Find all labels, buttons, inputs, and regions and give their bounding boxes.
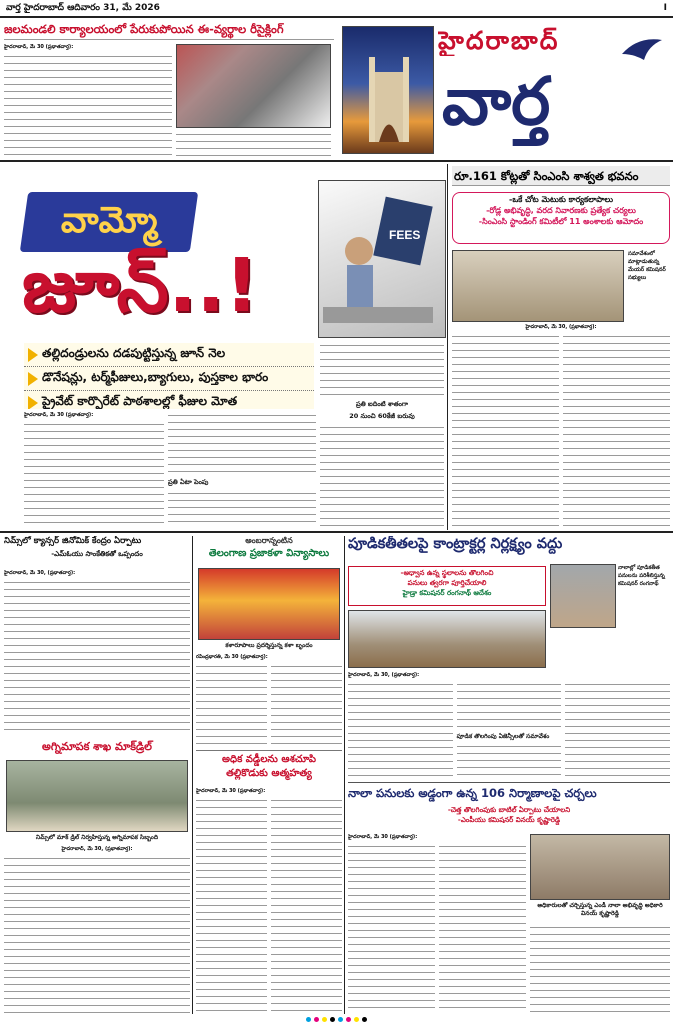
charminar-icon	[343, 27, 434, 154]
lead-col-1	[24, 412, 164, 528]
telangana-headline: తెలంగాణ ప్రజాకళా విన్యాసాలు	[208, 548, 330, 559]
drain-header	[348, 782, 670, 804]
drain-sub1: -చెత్త తొలగింపుకు బాటిల్ ఏర్పాటు చేయాలని	[447, 806, 571, 814]
silt-dateline: హైదరాబాద్, మే 30, (ప్రభాతవార్త):	[348, 672, 420, 678]
interest-header	[196, 750, 342, 784]
silt-text-2	[457, 681, 562, 731]
gmc-text-1	[452, 333, 559, 529]
interest-dateline: హైదరాబాద్, మే 30 (ప్రభాతవార్త):	[196, 788, 266, 794]
lead-bullet-2: డొనేషన్లు, టర్మ్‌ఫీజులు,బ్యాగులు, పుస్తకాల భారం	[24, 367, 314, 391]
print-registration-bar	[0, 1015, 673, 1023]
page-number: I	[663, 3, 667, 13]
lead-text-2	[168, 412, 316, 476]
silt-subhead: పూడిక తొలగింపు ఏజెన్సీలతో సమావేశం	[456, 733, 550, 740]
silt-text-4	[565, 681, 670, 777]
rule-v-2	[192, 536, 193, 1014]
gmc-header	[452, 166, 670, 186]
gmc-sub3: -సింఎంసి స్టాండింగ్ కమిటీలో 11 అంశాలకు ఆమోదం	[478, 217, 644, 226]
lead-bullet-1: తల్లిదండ్రులను దడపుట్టిస్తున్న జూన్ నెల	[24, 343, 314, 367]
fees-illustration-icon	[319, 181, 446, 338]
nims-headline: నిమ్స్‌లో క్యాన్సర్ జినోమిక్ కేంద్రం ఏర్పాటు	[4, 536, 142, 546]
bird-icon	[620, 32, 664, 64]
brand-block	[338, 22, 668, 157]
fire-photo	[6, 760, 188, 832]
drain-body	[348, 834, 526, 1014]
fire-body	[4, 846, 190, 1014]
drain-photo	[530, 834, 670, 900]
gmc-text-2	[563, 333, 670, 529]
gmc-sub2: -రోడ్ల అభివృద్ధి, వరద నివారణకు ప్రత్యేక చర్యలు	[486, 206, 636, 215]
telangana-body	[196, 654, 342, 746]
bullet-arrow-icon	[28, 372, 38, 386]
gmc-body	[452, 324, 670, 530]
bullet-arrow-icon	[28, 396, 38, 410]
story1-photo	[176, 44, 331, 128]
interest-headline: అధిక వడ్డీలను ఆశచూపి	[222, 754, 316, 765]
story1-text	[4, 53, 172, 155]
nims-header	[4, 536, 190, 572]
silt-headline: పూడికతీతలపై కాంట్రాక్టర్ల నిర్లక్ష్యం వద్దు	[348, 536, 563, 552]
lead-subhead-right: ప్రతి ఐదింటి శాతంగా	[356, 400, 408, 408]
story1-headline: జలమండలి కార్యాలయంలో పేరుకుపోయిన ఈ-వ్యర్థాల రీసైక్లింగ్	[4, 22, 284, 36]
lead-headline: జూన్..!	[22, 243, 259, 329]
brand-top-word: హైదరాబాద్	[438, 26, 560, 55]
gmc-photo	[452, 250, 624, 322]
rule-v-1	[447, 164, 448, 530]
telangana-photo	[198, 568, 340, 640]
rule-v-3	[344, 536, 345, 1014]
lead-text-3	[168, 490, 316, 528]
telangana-text-2	[271, 663, 342, 745]
telangana-kicker: అంబరాన్నంటిన	[245, 536, 293, 545]
silt-subheads	[348, 566, 546, 606]
fire-header	[4, 740, 190, 756]
story1-dateline: హైదరాబాద్, మే 30 (ప్రభాతవార్త):	[4, 44, 74, 50]
nims-text	[4, 579, 190, 735]
drain-dateline: హైదరాబాద్, మే 30 (ప్రభాతవార్త):	[348, 834, 418, 840]
interest-text-1	[196, 797, 267, 1013]
lead-fees-illustration	[318, 180, 446, 338]
drain-subheads	[348, 806, 670, 832]
lead-dateline: హైదరాబాద్, మే 30 (ప్రభాతవార్త):	[24, 412, 94, 418]
lead-subhead-right2: 20 నుంచి 60కేజీ బరువు	[349, 412, 415, 420]
registration-dot	[314, 1017, 319, 1022]
lead-col-3	[320, 342, 444, 528]
rule-2	[0, 531, 673, 533]
rule-1	[0, 160, 673, 162]
gmc-sub1: -ఒకే చోట మెటుకు కార్యకలాపాలు	[509, 195, 613, 204]
bullet-arrow-icon	[28, 348, 38, 362]
drain-text-1	[348, 843, 435, 1013]
silt-sub3: హైడ్రా కమిషనర్ రంగనాథ్ ఆదేశం	[402, 589, 492, 597]
silt-header	[348, 536, 670, 560]
nims-sub: -ఎమ్ఓయు సాంకేతికతో ఒప్పందం	[51, 550, 143, 558]
fees-tag: FEES	[389, 228, 421, 242]
charminar-photo	[342, 26, 434, 154]
drain-headline: నాలా పనులకు అడ్డంగా ఉన్న 106 నిర్మాణాలపై చర్చలు	[348, 786, 597, 800]
gmc-photo-caption: సమావేశంలో మాట్లాడుతున్న మేయర్ కమిషనర్ సభ్యులు	[628, 251, 666, 281]
gmc-headline: రూ.161 కోట్లతో సింఎంసి శాశ్వత భవనం	[454, 169, 639, 183]
silt-sub1: -అధ్వాన ఉన్న స్థలాలను తొలగించి	[400, 569, 494, 577]
interest-body	[196, 788, 342, 1014]
story1-text-2	[176, 131, 331, 156]
silt-photo-small	[550, 564, 616, 628]
registration-dot	[338, 1017, 343, 1022]
lead-bullet-3: ప్రైవేట్ కార్పొరేట్ పాఠశాలల్లో ఫీజుల మోత	[24, 391, 314, 409]
fire-dateline: హైదరాబాద్, మే 30, (ప్రభాతవార్త):	[61, 846, 133, 852]
nims-body	[4, 570, 190, 736]
silt-text-3	[457, 743, 562, 778]
lead-text-4	[320, 342, 444, 398]
silt-sub2: పనులు త్వరగా పూర్తిచేయాలి	[407, 579, 487, 587]
registration-dot	[362, 1017, 367, 1022]
telangana-dateline: రవీంద్రభారతి, మే 30 (ప్రభాతవార్త):	[196, 654, 268, 660]
drain-sub2: -ఎంపీయు కమిషనర్ వినయ్ కృష్ణారెడ్డి	[457, 816, 561, 824]
silt-side-caption: నాలాల్లో పూడికతీత పనులను పరిశీలిస్తున్న కమిషనర్ రంగనాథ్	[618, 565, 665, 587]
registration-dot	[346, 1017, 351, 1022]
drain-text-2	[439, 843, 526, 1013]
fire-text	[4, 855, 190, 1013]
registration-dot	[354, 1017, 359, 1022]
masthead	[0, 0, 673, 18]
lead-kicker: వామ్మో	[60, 200, 158, 241]
silt-photo-large	[348, 610, 546, 668]
masthead-date: వార్త హైదరాబాద్ ఆదివారం 31, మే 2026	[6, 3, 160, 13]
interest-headline2: తల్లికొడుకు ఆత్మహత్య	[226, 768, 312, 779]
fire-caption: నిమ్స్‌లో మాక్ డ్రిల్ నిర్వహిస్తున్న అగ్నిమాపక సిబ్బంది	[35, 834, 159, 841]
lead-col-2	[168, 412, 316, 528]
story1-header	[4, 22, 334, 40]
lead-subhead-mid: ప్రతి ఏటా పెంపు	[168, 478, 209, 486]
lead-text-1	[24, 421, 164, 527]
registration-dot	[306, 1017, 311, 1022]
story1-body	[4, 44, 172, 156]
silt-text-1	[348, 681, 453, 777]
telangana-header	[196, 536, 342, 566]
drain-caption: అధికారులతో చర్చిస్తున్న ఎండీ నాలా అభివృద్ధి అధికారి వినయ్ కృష్ణారెడ్డి	[537, 902, 663, 917]
drain-text-3	[530, 924, 670, 1014]
brand-main-word: వార్త	[442, 63, 551, 140]
telangana-text-1	[196, 663, 267, 745]
fire-headline: అగ్నిమాపక శాఖ మాక్‌డ్రిల్	[42, 740, 152, 753]
gmc-subheads	[452, 192, 670, 244]
gmc-dateline: హైదరాబాద్, మే 30, (ప్రభాతవార్త):	[525, 324, 597, 330]
telangana-caption: కళారూపాలు ప్రదర్శిస్తున్న కళా బృందం	[225, 642, 313, 649]
lead-text-5	[320, 424, 444, 528]
interest-text-2	[271, 797, 342, 1013]
nims-dateline: హైదరాబాద్, మే 30, (ప్రభాతవార్త):	[4, 570, 76, 576]
lead-bullets	[24, 343, 314, 409]
silt-body	[348, 672, 670, 778]
registration-dot	[330, 1017, 335, 1022]
registration-dot	[322, 1017, 327, 1022]
